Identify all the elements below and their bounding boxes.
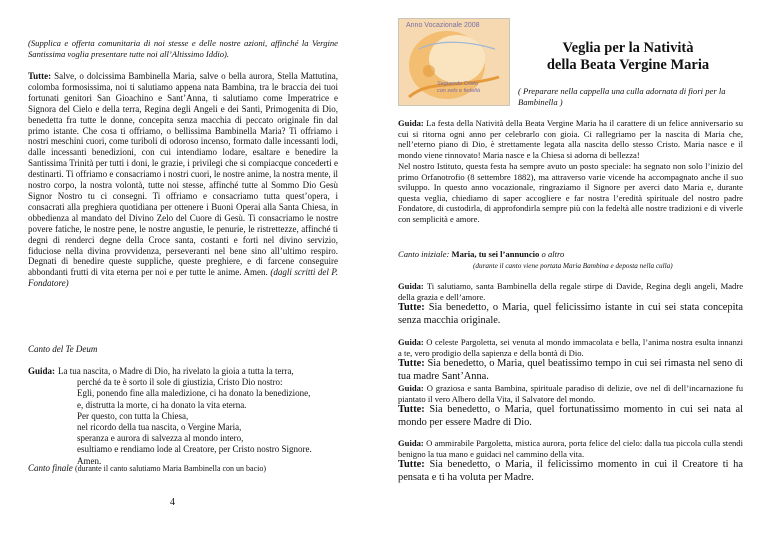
litany-section xyxy=(398,383,743,429)
title-line-2: della Beata Vergine Maria xyxy=(546,57,710,73)
tedeum-line: Egli, ponendo fine alla maledizione, ci ha donato la benedizione, xyxy=(77,388,311,399)
tutte-line xyxy=(398,459,743,484)
guida-line xyxy=(398,438,743,459)
page-number: 4 xyxy=(170,497,175,508)
tutte-label: Tutte: xyxy=(398,404,425,416)
litany-section xyxy=(398,337,743,383)
guida-text: O ammirabile Pargoletta, mistica aurora, porta felice del cielo: dalla tua piccola culla stendi benigno la tua mano e guidaci nel cammino della vita. xyxy=(398,438,743,459)
canto-iniziale-title: Maria, tu sei l’annuncio xyxy=(451,249,540,259)
cover-subtitle-line: Seguendo Cristo xyxy=(437,81,478,87)
guida-text: O celeste Pargoletta, sei venuta al mondo immacolata e bella, l’anima nostra esulta innanzi a te, vero prodigio della sapienza e della bontà di Dio. xyxy=(398,337,743,358)
tutte-text: Sia benedetto, o Maria, quel fortunatissimo momento in cui sei nata al mondo per essere Madre di Dio. xyxy=(398,404,743,428)
istituto-text: Nel nostro Istituto, questa festa ha sempre avuto un posto speciale: ha segnato non solo l’inizio del primo Orfanotrofio (8 settembre 1882), ma attraverso varie vicende ha accompagnato anche il suo sviluppo. In questo anno vocazionale, ringraziamo il Signore per averci dato Maria e, durante questa veglia, chiediamo di saper accogliere e far nostra l’eredità spirituale del nostro padre Fondatore, di custodirla, di approfondirla sempre più con la fedeltà alle nostre tradizioni e di viverle con semplicità e amore. xyxy=(398,161,743,224)
tedeum-line: e, distrutta la morte, ci ha donato la vita eterna. xyxy=(77,399,247,410)
tedeum-heading: Canto del Te Deum xyxy=(28,344,98,354)
cover-subtitle xyxy=(437,81,480,94)
tutte-line xyxy=(398,404,743,429)
canto-iniziale-note: (durante il canto viene portata Maria Bambina e deposta nella culla) xyxy=(473,262,673,270)
page-title xyxy=(513,40,743,74)
canto-iniziale-or: o altro xyxy=(541,249,565,259)
tutte-label: Tutte: xyxy=(28,71,52,81)
tutte-label: Tutte: xyxy=(398,459,425,471)
tedeum-line: Per questo, con tutta la Chiesa, xyxy=(77,410,189,421)
tedeum-line: nel ricordo della tua nascita, o Vergine Maria, xyxy=(77,422,242,433)
litany-section xyxy=(398,281,743,327)
guida-text: Ti salutiamo, santa Bambinella della regale stirpe di Davide, Regina degli angeli, Madre della grazia e dell’amore. xyxy=(398,281,744,302)
canto-finale xyxy=(28,463,348,475)
guida-line xyxy=(398,281,743,302)
tedeum-block xyxy=(28,366,348,467)
canto-finale-note: (durante il canto salutiamo Maria Bambinella con un bacio) xyxy=(75,464,267,473)
canto-iniziale xyxy=(398,249,743,260)
tutte-label: Tutte: xyxy=(398,358,425,370)
tutte-prayer xyxy=(28,71,338,289)
tedeum-line: La tua nascita, o Madre di Dio, ha rivelato la gioia a tutta la terra, xyxy=(58,366,294,376)
guida-label: Guida: xyxy=(398,281,424,291)
guida-label: Guida: xyxy=(398,383,424,393)
tutte-text: Salve, o dolcissima Bambinella Maria, salve o bella aurora, Stella Mattutina, colomba formosissima, noi ti salutiamo appena nata Bambina, tra le braccia dei tuoi fortunati genitori San Gioachino e Sant’Anna, ti salutiamo come Imperatrice e Signora del Cielo e della terra, Regina degli Angeli e dei Santi, Primogenita di Dio, benedetta fra tutte le donne, concepita senza macchia di peccato originale fin dal primo istante. Che cosa ti offriamo, o bellissima Bambinella Maria? Ti offriamo i nostri meschini cuori, come turiboli di odoroso incenso, formato dalle incessanti lodi, dalle incessanti benedizioni, con cui intendiamo lodare, esaltare e benedire la Santissima Trinità per tutti i doni, le grazie, i privilegi che si compiacque concederti e destinarti. Ti offriamo e consacriamo i nostri cuori, le nostre anime, la nostra mente, il nostro corpo, la nostra volontà, tutte noi stesse, affinché tutte al Sommo Dio Gesù Signor Nostro tu ci consegni. Ti offriamo e consacriamo tutta quest’opera, i consacrati alla preghiera quotidiana per ottenere i Buoni Operai alla Santa Chiesa, in obbedienza al mandato del Divino Zelo del Cuore di Gesù. Ti consacriamo le nostre povere fatiche, le nostre pene, le nostre angustie, le penurie, le ristrettezze, affinché ti degni di renderci degne della Croce santa, costanti e forti nel divino servizio, fiduciose nella divina provvidenza, perseveranti nel bene sino all’ultimo respiro. Degnati di benedire queste suppliche, queste preghiere, e di farcene conseguire abbondanti frutti di vita eterna per noi e per tutte le anime. Amen. xyxy=(28,71,338,278)
tutte-text: Sia benedetto, o Maria, quel felicissimo istante in cui sei stata concepita senza macchia originale. xyxy=(398,302,743,326)
guida-label: Guida: xyxy=(398,438,424,448)
tutte-text: Sia benedetto, o Maria, il felicissimo momento in cui il Creatore ti ha pensata e ti ha voluta per Madre. xyxy=(398,459,743,483)
guida-line xyxy=(398,337,743,358)
tedeum-line: speranza e aurora di salvezza al mondo intero, xyxy=(77,433,244,444)
guida-label: Guida: xyxy=(28,366,56,376)
guida-text: O graziosa e santa Bambina, spirituale paradiso di delizie, ove nel dì dell’incarnazione fu piantato il vero Albero della Vita, il Salvatore del mondo. xyxy=(398,383,744,404)
tutte-text: Sia benedetto, o Maria, quel beatissimo tempo in cui sei rimasta nel seno di tua madre Sant’Anna. xyxy=(398,358,743,382)
cover-image xyxy=(398,18,510,106)
tutte-line xyxy=(398,358,743,383)
guida-intro-text: La festa della Natività della Beata Vergine Maria ha il carattere di un felice anniversario su cui si ritorna ogni anno per celebrarlo con gioia. Ci rallegriamo per la nascita di Maria che, nell’eterno piano di Dio, è strettamente legata alla nascita dello stesso Cristo. Maria nasce e il mondo viene rinnovato! Maria nasce e la Chiesa si adorna di bellezza! xyxy=(398,118,743,160)
title-line-1: Veglia per la Natività xyxy=(562,40,694,56)
tedeum-line: perché da te è sorto il sole di giustizia, Cristo Dio nostro: xyxy=(77,377,283,388)
cover-subtitle-line: con zelo e fedeltà xyxy=(437,87,481,94)
litany-section xyxy=(398,438,743,484)
tutte-label: Tutte: xyxy=(398,302,425,314)
tutte-line xyxy=(398,302,743,327)
guida-label: Guida: xyxy=(398,118,424,128)
supplica-note: (Supplica e offerta comunitaria di noi stesse e delle nostre azioni, affinché la Vergine Santissima voglia presentare tutte noi all’Altissimo Iddio). xyxy=(28,38,338,59)
guida-label: Guida: xyxy=(398,337,424,347)
guida-line xyxy=(398,383,743,404)
prep-note: ( Preparare nella cappella una culla adornata di fiori per la Bambinella ) xyxy=(518,86,726,107)
tutte-source: (dagli scritti del P. Fondatore) xyxy=(28,267,339,289)
tedeum-line: esultiamo e rendiamo lode al Creatore, per Cristo nostro Signore. xyxy=(77,444,312,455)
tedeum-first-line xyxy=(28,366,348,377)
canto-finale-label: Canto finale xyxy=(28,463,73,473)
guida-intro xyxy=(398,118,743,160)
tedeum-line: Amen. xyxy=(77,455,102,466)
canto-iniziale-label: Canto iniziale: xyxy=(398,249,450,259)
cover-title: Anno Vocazionale 2008 xyxy=(406,22,480,29)
